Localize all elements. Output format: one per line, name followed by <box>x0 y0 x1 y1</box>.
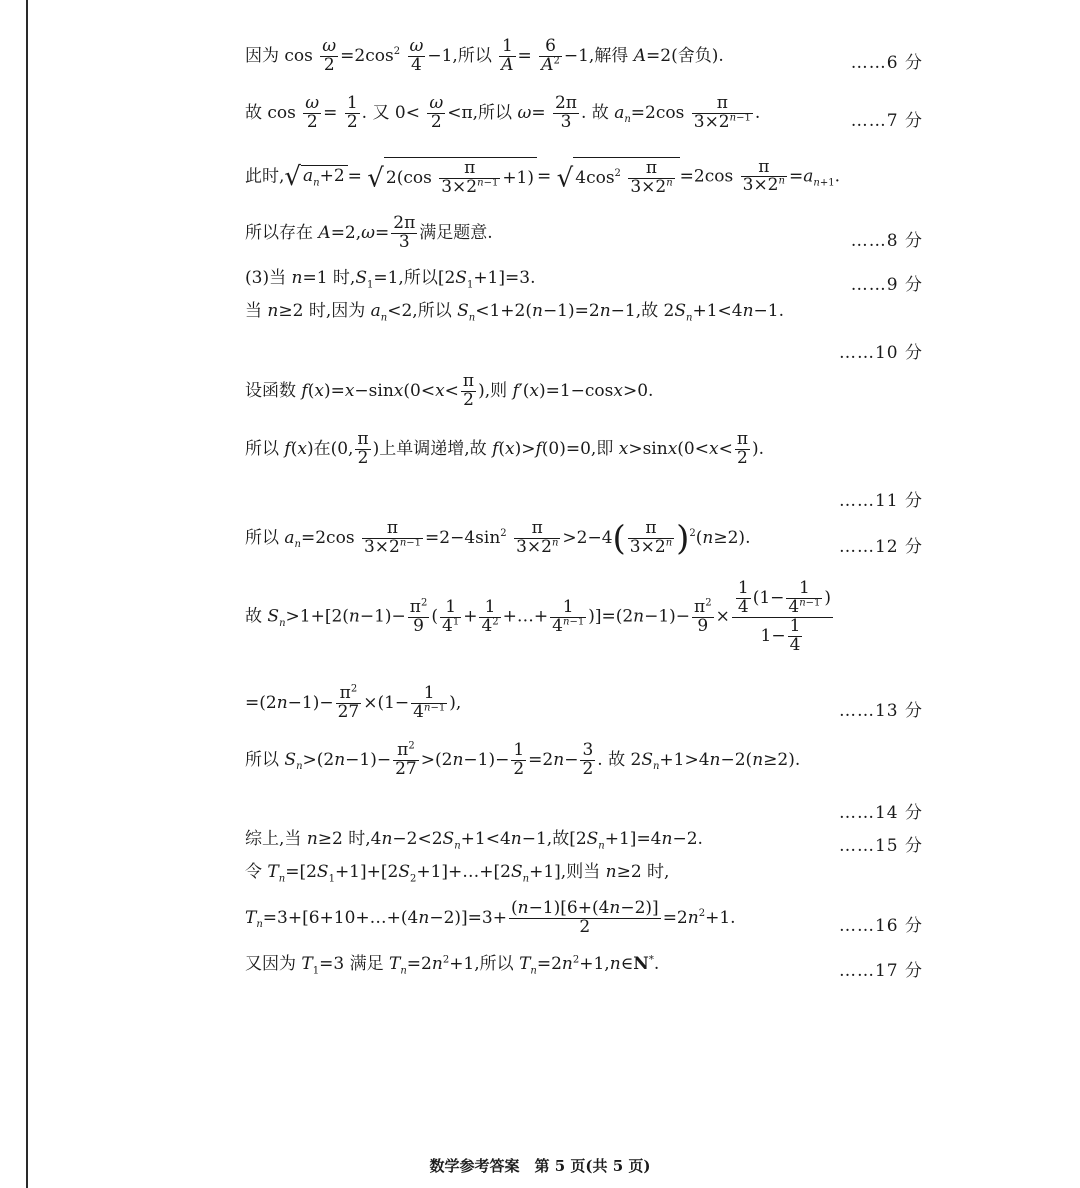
line-5: (3)当 n=1 时$,S_1=1$,所以$[2S_1+1]=3$. <box>245 268 536 291</box>
line-10: 故 $S_n>1+[2(n-1)-$ $\frac{\pi^2}{9}$ ( $\frac{1}{4^1}$ + $\frac{1}{4^2}$ +…+ $\frac{1}{4^{n-1}}$ )]=(2n−1)− $\frac{\pi^2}{9}$ × $\frac{1}{4}$ (1− $\frac{1}{4^{n-1}}$ ) 1− $\frac{1}{4}$ <box>245 578 832 655</box>
line-8: 所以 f(x)在(0, $\frac{\pi}{2}$ )上单调递增,故 f(x)>f(0)=0,即 x>sinx(0<x< $\frac{\pi}{2}$ ). <box>245 429 765 468</box>
score-16: ……16 分 <box>838 916 923 936</box>
page-edge-line <box>26 0 28 1188</box>
line-4: 所以存在 A=2,ω= $\frac{2\pi}{3}$ 满足题意. <box>245 213 493 252</box>
score-17: ……17 分 <box>838 961 923 981</box>
line-15: $T_n=3+[6+10+\dots+(4n-2)]=3+$ $\frac{(n-1)[6+(4n-2)]}{2}$ $=2n^2+1$. <box>245 898 736 937</box>
line-14: 令 $T_n=[2S_1+1]+[2S_2+1]+\dots+[2S_n+1]$,则当 n≥2 时, <box>245 862 670 885</box>
page-footer: 数学参考答案 第 5 页(共 5 页) <box>429 1157 651 1175</box>
line-2: 故 cos $\frac{\omega}{2}$ = $\frac{1}{2}$ . 又 0< $\frac{\omega}{2}$ <π,所以 ω= $\frac{2\pi}{3}$ . 故 $a_n=2\cos$ $\frac{\pi}{3\times 2^{n-1}}$ . <box>245 93 761 132</box>
score-10: ……10 分 <box>838 343 923 363</box>
line-7: 设函数 f(x)=x−sinx(0<x< $\frac{\pi}{2}$ ),则 f′(x)=1−cosx>0. <box>245 371 654 410</box>
score-13: ……13 分 <box>838 701 923 721</box>
line-3: 此时,√ $a_n+2$ = √ 2(cos $\frac{\pi}{3\times 2^{n-1}}$ +1) = √ $4\cos^2$ $\frac{\pi}{3\times 2^n}$ =2cos $\frac{\pi}{3\times 2^n}$ $=a_{n+1}$. <box>245 156 840 197</box>
line-12: 所以 $S_n>(2n-1)-$ $\frac{\pi^2}{27}$ >(2n−1)− $\frac{1}{2}$ =2n− $\frac{3}{2}$ . 故 $2S_n+1>4n-2(n\ge 2)$. <box>245 740 801 779</box>
score-14: ……14 分 <box>838 803 923 823</box>
score-7: ……7 分 <box>850 111 923 131</box>
score-8: ……8 分 <box>850 231 923 251</box>
line-9: 所以 $a_n=2\cos$ $\frac{\pi}{3\times 2^{n-1}}$ $=2-4\sin^2$ $\frac{\pi}{3\times 2^n}$ >2−4( $\frac{\pi}{3\times 2^n}$ )$^2$(n≥2). <box>245 518 751 559</box>
line-16: 又因为 $T_1=3$ 满足 $T_n=2n^2+1$,所以 $T_n=2n^2+1,n\in N^*$. <box>245 954 660 977</box>
score-15: ……15 分 <box>838 836 923 856</box>
score-12: ……12 分 <box>838 537 923 557</box>
line-11: =(2n−1)− $\frac{\pi^2}{27}$ ×(1− $\frac{1}{4^{n-1}}$ ), <box>245 683 462 722</box>
line-6: 当 n≥2 时,因为 $a_n<2$,所以 $S_n<1+2(n-1)=2n-1$,故 $2S_n+1<4n-1$. <box>245 301 785 324</box>
score-6: ……6 分 <box>850 53 923 73</box>
line-13: 综上,当 n≥2 时$,4n-2<2S_n+1<4n-1$,故$[2S_n+1]=4n-2$. <box>245 829 703 852</box>
score-11: ……11 分 <box>838 491 923 511</box>
score-9: ……9 分 <box>850 275 923 295</box>
line-1: 因为 cos $\frac{\omega}{2}$ $=2\cos^2$ $\frac{\omega}{4}$ −1,所以 $\frac{1}{A}$ = $\frac{6}{A^2}$ −1,解得 A=2(舍负). <box>245 36 724 75</box>
